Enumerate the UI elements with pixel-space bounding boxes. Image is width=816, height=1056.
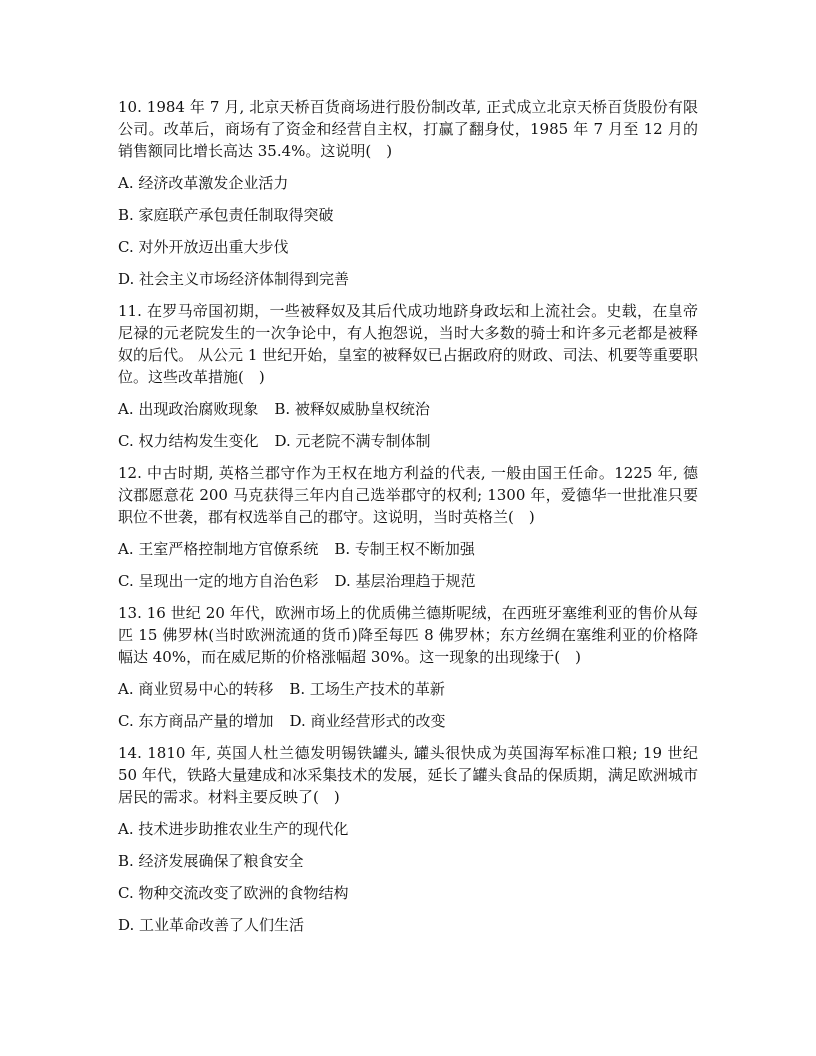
option-c: C. 物种交流改变了欧洲的食物结构: [118, 884, 349, 902]
option-c: C. 权力结构发生变化: [118, 432, 259, 450]
option-d: D. 工业革命改善了人们生活: [118, 916, 305, 934]
option-c: C. 呈现出一定的地方自治色彩: [118, 572, 319, 590]
option-d: D. 元老院不满专制体制: [274, 432, 431, 450]
option-b: B. 家庭联产承包责任制取得突破: [118, 206, 334, 224]
option-d: D. 商业经营形式的改变: [289, 712, 446, 730]
option-c: C. 对外开放迈出重大步伐: [118, 238, 289, 256]
option-b: B. 专制王权不断加强: [334, 540, 475, 558]
option-a: A. 商业贸易中心的转移: [118, 680, 274, 698]
question-list: [118, 96, 698, 946]
question-13: [118, 602, 698, 732]
option-d: D. 基层治理趋于规范: [334, 572, 476, 590]
option-row-ab: [118, 538, 698, 560]
option-row-cd: [118, 430, 698, 452]
option-d: D. 社会主义市场经济体制得到完善: [118, 270, 350, 288]
question-stem: 10. 1984 年 7 月, 北京天桥百货商场进行股份制改革, 正式成立北京天桥百货股份有限公司。改革后，商场有了资金和经营自主权，打赢了翻身仗，1985 年 7 月至 12 月的销售额同比增长高达 35.4%。这说明( ): [118, 98, 698, 160]
option-b: B. 经济发展确保了粮食安全: [118, 852, 304, 870]
option-a: A. 经济改革激发企业活力: [118, 174, 289, 192]
question-12: [118, 462, 698, 592]
question-10: [118, 96, 698, 290]
option-row-cd: [118, 570, 698, 592]
option-c: C. 东方商品产量的增加: [118, 712, 274, 730]
question-stem: 11. 在罗马帝国初期，一些被释奴及其后代成功地跻身政坛和上流社会。史载，在皇帝尼禄的元老院发生的一次争论中，有人抱怨说，当时大多数的骑士和许多元老都是被释奴的后代。 从公元 1 世纪开始，皇室的被释奴已占据政府的财政、司法、机要等重要职位。这些改革措施( ): [118, 302, 698, 386]
option-a: A. 王室严格控制地方官僚系统: [118, 540, 319, 558]
option-a: A. 技术进步助推农业生产的现代化: [118, 820, 349, 838]
question-stem: 14. 1810 年, 英国人杜兰德发明锡铁罐头, 罐头很快成为英国海军标准口粮; 19 世纪 50 年代，铁路大量建成和冰采集技术的发展，延长了罐头食品的保质期，满足欧洲城市居民的需求。材料主要反映了( ): [118, 744, 698, 806]
option-a: A. 出现政治腐败现象: [118, 400, 259, 418]
question-11: [118, 300, 698, 452]
option-row-ab: [118, 398, 698, 420]
option-b: B. 工场生产技术的革新: [289, 680, 445, 698]
question-14: [118, 742, 698, 936]
question-stem: 12. 中古时期, 英格兰郡守作为王权在地方利益的代表, 一般由国王任命。1225 年, 德汶郡愿意花 200 马克获得三年内自己选举郡守的权利; 1300 年，爱德华一世批准只要职位不世袭，郡有权选举自己的郡守。这说明，当时英格兰( ): [118, 464, 698, 526]
option-row-ab: [118, 678, 698, 700]
question-stem: 13. 16 世纪 20 年代，欧洲市场上的优质佛兰德斯呢绒，在西班牙塞维利亚的售价从每匹 15 佛罗林(当时欧洲流通的货币)降至每匹 8 佛罗林；东方丝绸在塞维利亚的价格降幅达 40%，而在威尼斯的价格涨幅超 30%。这一现象的出现缘于( ): [118, 604, 698, 666]
option-b: B. 被释奴威胁皇权统治: [274, 400, 430, 418]
option-row-cd: [118, 710, 698, 732]
